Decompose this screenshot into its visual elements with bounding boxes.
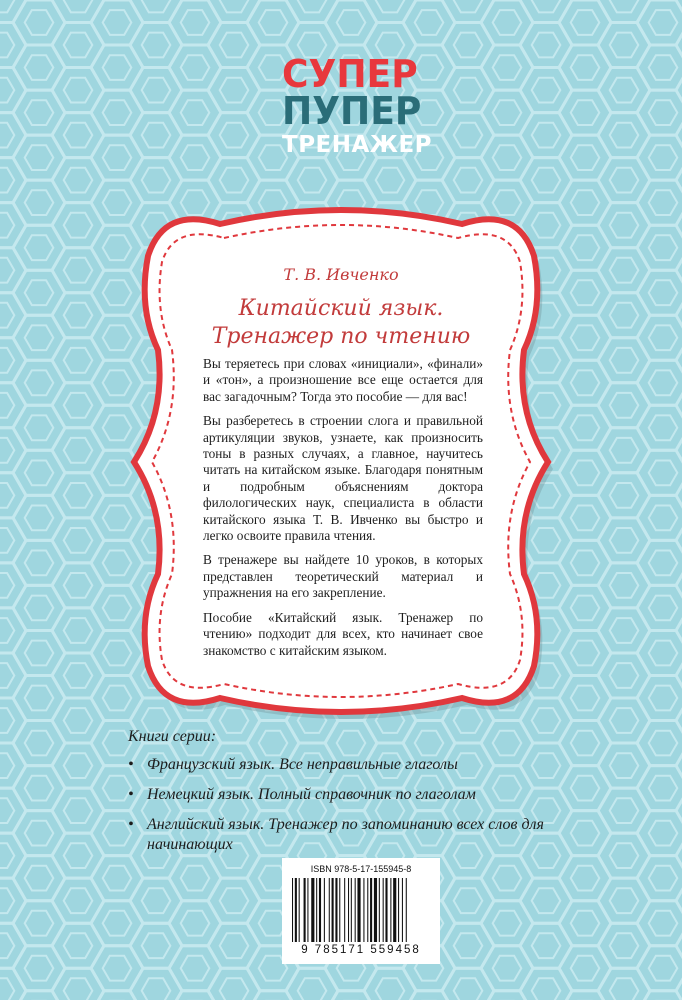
bullet-icon: • <box>128 756 134 773</box>
barcode-label <box>282 858 440 964</box>
series-item-text: Французский язык. Все неправильные глаголы <box>147 756 458 773</box>
book-title-line2: Тренажер по чтению <box>211 324 471 349</box>
bullet-icon: • <box>128 786 134 803</box>
book-description <box>203 356 483 667</box>
logo-trenazher: ТРЕНАЖЕР <box>282 132 433 158</box>
bullet-icon: • <box>128 816 134 833</box>
series-list-item <box>128 785 568 805</box>
logo-super: СУПЕР <box>282 52 418 96</box>
series-list <box>128 755 568 865</box>
series-list-item <box>128 755 568 775</box>
series-list-item <box>128 815 568 855</box>
isbn-text: ISBN 978-5-17-155945-8 <box>310 864 412 874</box>
series-logo <box>282 52 442 158</box>
logo-puper: ПУПЕР <box>282 89 422 133</box>
series-heading: Книги серии: <box>128 728 217 745</box>
series-item-text: Немецкий язык. Полный справочник по глаголам <box>147 786 476 803</box>
description-paragraph: Вы разберетесь в строении слога и правильной артикуляции звуков, узнаете, как произносить тоны в разных случаях, а главное, научитесь читать на китайском языке. Благодаря понятным и подробным объяснениям доктора филологических наук, специалиста в области китайского языка Т. В. Ивченко вы быстро и легко освоите правила чтения. <box>203 413 483 544</box>
description-paragraph: Пособие «Китайский язык. Тренажер по чтению» подходит для всех, кто начинает свое знакомство с китайским языком. <box>203 609 483 658</box>
barcode-bars <box>292 878 430 944</box>
barcode-digits: 9 785171 559458 <box>301 944 421 956</box>
book-title-line1: Китайский язык. <box>238 296 444 321</box>
description-paragraph: В тренажере вы найдете 10 уроков, в которых представлен теоретический материал и упражнения на его закрепление. <box>203 552 483 601</box>
book-title <box>0 295 682 351</box>
description-paragraph: Вы теряетесь при словах «инициали», «финали» и «тон», а произношение все еще остается для вас загадочным? Тогда это пособие — для вас! <box>203 356 483 404</box>
author-name: Т. В. Ивченко <box>283 265 399 284</box>
series-item-text: Английский язык. Тренажер по запоминанию всех слов для начинающих <box>147 816 544 853</box>
